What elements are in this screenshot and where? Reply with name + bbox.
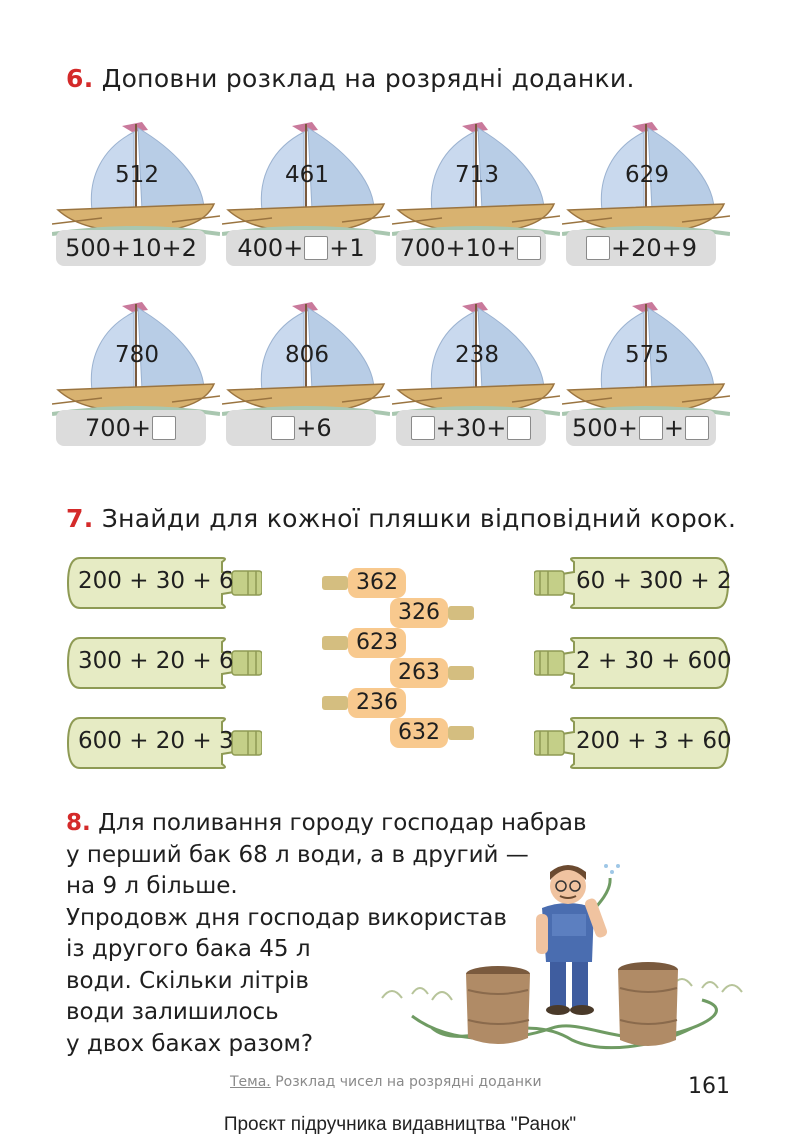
- cork-number: 263: [390, 658, 448, 688]
- plus-sign: +: [617, 414, 638, 442]
- addend: 2: [181, 234, 197, 262]
- bottle-expression: 60 + 300 + 2: [576, 568, 732, 594]
- answer-box[interactable]: [304, 236, 328, 260]
- addend: 500: [65, 234, 111, 262]
- plus-sign: +: [610, 234, 632, 262]
- problem-line: із другого бака 45 л: [66, 936, 311, 962]
- task-6-title: [66, 64, 635, 93]
- task-number: 6.: [66, 64, 94, 93]
- addend: 400: [237, 234, 284, 262]
- decomposition-plate: [226, 230, 376, 266]
- decomposition-plate: [56, 230, 206, 266]
- cork-stub: [448, 666, 474, 680]
- cork-stub: [448, 606, 474, 620]
- ship: [222, 118, 390, 268]
- addend: 9: [681, 234, 698, 262]
- cork-stub: [322, 576, 348, 590]
- topic-label: Тема.: [230, 1074, 271, 1090]
- plus-sign: +: [661, 234, 682, 262]
- plus-sign: +: [296, 414, 317, 442]
- plus-sign: +: [663, 414, 685, 442]
- topic-footer: [230, 1074, 542, 1090]
- problem-line: на 9 л більше.: [66, 873, 238, 899]
- cork-stub: [448, 726, 474, 740]
- bottle-expression: 600 + 20 + 3: [78, 728, 234, 754]
- problem-line: води. Скільки літрів: [66, 967, 309, 994]
- problem-line: Упродовж дня господар використав: [66, 904, 507, 931]
- cork[interactable]: [390, 718, 476, 748]
- answer-box[interactable]: [639, 416, 663, 440]
- cork[interactable]: [390, 658, 476, 688]
- ship: [392, 118, 560, 268]
- addend: 10: [130, 234, 162, 262]
- cork-stub: [322, 696, 348, 710]
- plus-sign: +: [283, 234, 304, 262]
- addend: 10: [465, 234, 497, 262]
- topic-text: Розклад чисел на розрядні доданки: [275, 1074, 542, 1090]
- ship-number: 512: [115, 162, 159, 188]
- ship: [562, 118, 730, 268]
- task-text: Доповни розклад на розрядні доданки.: [101, 64, 635, 93]
- bottle[interactable]: [66, 636, 262, 690]
- decomposition-plate: [566, 410, 716, 446]
- cork-number: 632: [390, 718, 448, 748]
- cork[interactable]: [322, 688, 408, 718]
- problem-line: води залишилось: [66, 999, 279, 1025]
- cork-number: 326: [390, 598, 448, 628]
- ship-number: 713: [455, 162, 499, 188]
- addend: 20: [631, 234, 662, 262]
- gardener-illustration: [372, 858, 752, 1054]
- plus-sign: +: [161, 234, 182, 262]
- ship-number: 238: [455, 342, 499, 368]
- plus-sign: +: [435, 414, 456, 442]
- bottle[interactable]: [534, 716, 730, 770]
- task-number: 7.: [66, 504, 94, 533]
- bottle-expression: 300 + 20 + 6: [78, 648, 234, 674]
- bottle-expression: 2 + 30 + 600: [576, 648, 732, 674]
- cork-number: 623: [348, 628, 406, 658]
- ship: [52, 298, 220, 448]
- plus-sign: +: [445, 234, 466, 262]
- page-number: 161: [688, 1074, 730, 1099]
- cork-number: 362: [348, 568, 406, 598]
- ship: [392, 298, 560, 448]
- task-text: Знайди для кожної пляшки відповідний корок.: [101, 504, 737, 533]
- answer-box[interactable]: [517, 236, 541, 260]
- barrel-icon: [466, 966, 530, 1044]
- cork[interactable]: [390, 598, 476, 628]
- ship: [562, 298, 730, 448]
- decomposition-plate: [56, 410, 206, 446]
- problem-line: 8. Для поливання городу господар набрав: [66, 810, 587, 836]
- plus-sign: +: [329, 234, 350, 262]
- addend: 1: [349, 234, 365, 262]
- decomposition-plate: [566, 230, 716, 266]
- plus-sign: +: [496, 234, 517, 262]
- problem-line: у двох баках разом?: [66, 1030, 314, 1057]
- publisher-note: Проєкт підручника видавництва "Ранок": [223, 1114, 577, 1135]
- bottle[interactable]: [66, 716, 262, 770]
- cork[interactable]: [322, 628, 408, 658]
- cork[interactable]: [322, 568, 408, 598]
- addend: 6: [316, 414, 332, 442]
- barrel-icon: [618, 962, 678, 1046]
- answer-box[interactable]: [507, 416, 531, 440]
- task-7-title: [66, 504, 736, 533]
- addend: 30: [455, 414, 487, 442]
- bottle-expression: 200 + 30 + 6: [78, 568, 234, 594]
- decomposition-plate: [226, 410, 376, 446]
- bottle-expression: 200 + 3 + 60: [576, 728, 732, 754]
- ship-number: 806: [285, 342, 329, 368]
- cork-stub: [322, 636, 348, 650]
- ship-number: 461: [285, 162, 329, 188]
- ship: [52, 118, 220, 268]
- addend: 700: [399, 234, 446, 262]
- problem-line: у перший бак 68 л води, а в другий —: [66, 841, 529, 868]
- bottle[interactable]: [534, 636, 730, 690]
- bottle[interactable]: [66, 556, 262, 610]
- answer-box[interactable]: [586, 236, 610, 260]
- answer-box[interactable]: [271, 416, 295, 440]
- ship-number: 629: [625, 162, 669, 188]
- ship-number: 780: [115, 342, 159, 368]
- answer-box[interactable]: [685, 416, 709, 440]
- answer-box[interactable]: [411, 416, 435, 440]
- bottle[interactable]: [534, 556, 730, 610]
- ship-number: 575: [625, 342, 669, 368]
- plus-sign: +: [110, 234, 131, 262]
- decomposition-plate: [396, 230, 546, 266]
- task-number: 8.: [66, 810, 91, 836]
- plus-sign: +: [130, 414, 151, 442]
- answer-box[interactable]: [152, 416, 176, 440]
- cork-number: 236: [348, 688, 406, 718]
- addend: 500: [571, 414, 618, 442]
- addend: 700: [85, 414, 131, 442]
- decomposition-plate: [396, 410, 546, 446]
- plus-sign: +: [486, 414, 507, 442]
- ship: [222, 298, 390, 448]
